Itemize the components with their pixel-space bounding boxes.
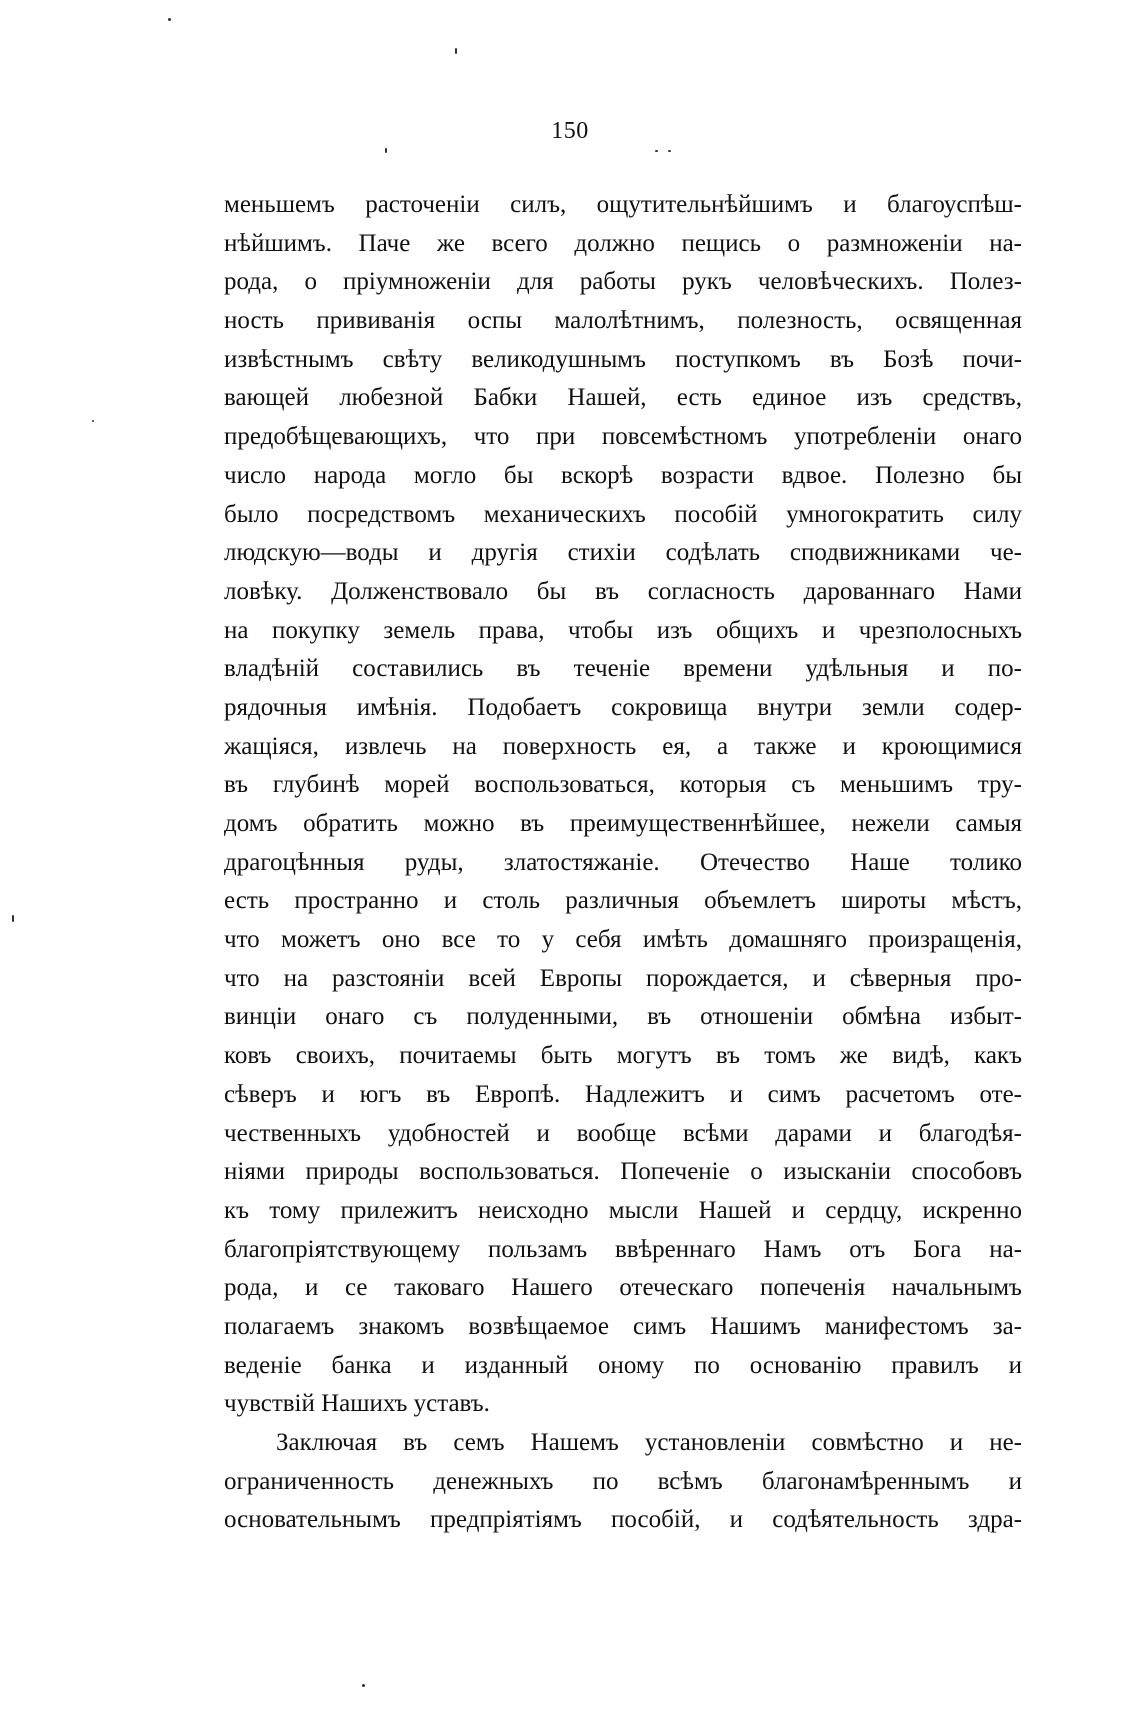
- scan-speck: [455, 48, 457, 54]
- text-line: нѣйшимъ. Паче же всего должно пещись о размноженіи на-: [224, 229, 1022, 257]
- text-line: къ тому прилежитъ неисходно мысли Нашей и сердцу, искренно: [224, 1196, 1022, 1224]
- text-line: что можетъ оно все то у себя имѣть домашняго произращенія,: [224, 926, 1022, 954]
- text-line: людскую—воды и другія стихіи содѣлать сподвижниками че-: [224, 539, 1022, 567]
- text-line: винціи онаго съ полуденными, въ отношеніи обмѣна избыт-: [224, 1003, 1022, 1031]
- text-line: ловѣку. Долженствовало бы въ согласность дарованнаго Нами: [224, 577, 1022, 605]
- scan-speck: [362, 1684, 365, 1687]
- text-line: драгоцѣнныя руды, златостяжаніе. Отечество Наше толико: [224, 848, 1022, 876]
- text-line: домъ обратить можно въ преимущественнѣйшее, нежели самыя: [224, 810, 1022, 837]
- text-line: благопріятствующему пользамъ ввѣреннаго Намъ отъ Бога на-: [224, 1235, 1022, 1263]
- text-line: ность прививанія оспы малолѣтнимъ, полезность, освященная: [224, 307, 1022, 335]
- text-line: жащіяся, извлечь на поверхность ея, а также и кроющимися: [224, 732, 1022, 760]
- scan-speck: [12, 915, 14, 922]
- text-line: на покупку земель права, чтобы изъ общихъ и чрезполосныхъ: [224, 616, 1022, 644]
- text-line: ніями природы воспользоваться. Попеченіе о изысканіи способовъ: [224, 1158, 1022, 1186]
- text-line: ковъ своихъ, почитаемы быть могутъ въ томъ же видѣ, какъ: [224, 1042, 1022, 1070]
- text-line: владѣній составились въ теченіе времени удѣльныя и по-: [224, 655, 1022, 683]
- text-line: было посредствомъ механическихъ пособій умногократить силу: [224, 500, 1022, 528]
- scan-speck: [668, 150, 671, 152]
- text-line: веденіе банка и изданный оному по основанію правилъ и: [224, 1351, 1022, 1379]
- scan-speck: [168, 18, 171, 21]
- scan-speck: [385, 148, 387, 153]
- text-line: основательнымъ предпріятіямъ пособій, и содѣятельность здра-: [224, 1506, 1022, 1534]
- text-line: полагаемъ знакомъ возвѣщаемое симъ Нашимъ манифестомъ за-: [224, 1312, 1022, 1340]
- text-line: чувствій Нашихъ уставъ.: [224, 1390, 490, 1418]
- text-line: въ глубинѣ морей воспользоваться, которыя съ меньшимъ тру-: [224, 771, 1022, 799]
- text-line: меньшемъ расточеніи силъ, ощутительнѣйшимъ и благоуспѣш-: [224, 191, 1022, 218]
- text-line: рода, о пріумноженіи для работы рукъ человѣческихъ. Полез-: [224, 268, 1022, 296]
- text-line: извѣстнымъ свѣту великодушнымъ поступкомъ въ Бозѣ почи-: [224, 345, 1022, 373]
- text-line: число народа могло бы вскорѣ возрасти вдвое. Полезно бы: [224, 461, 1022, 489]
- text-line: чественныхъ удобностей и вообще всѣми дарами и благодѣя-: [224, 1119, 1022, 1147]
- text-line: Заключая въ семъ Нашемъ установленіи совмѣстно и не-: [276, 1429, 1022, 1456]
- text-line: вающей любезной Бабки Нашей, есть единое изъ средствъ,: [224, 384, 1022, 412]
- scan-speck: [92, 420, 94, 422]
- text-line: сѣверъ и югъ въ Европѣ. Надлежитъ и симъ расчетомъ оте-: [224, 1080, 1022, 1108]
- text-line: рода, и се таковаго Нашего отеческаго попеченія начальнымъ: [224, 1274, 1022, 1302]
- text-line: что на разстояніи всей Европы порождается, и сѣверныя про-: [224, 964, 1022, 992]
- text-line: ограниченность денежныхъ по всѣмъ благонамѣреннымъ и: [224, 1467, 1022, 1495]
- text-line: есть пространно и столь различныя объемлетъ широты мѣстъ,: [224, 887, 1022, 915]
- text-line: рядочныя имѣнія. Подобаетъ сокровища внутри земли содер-: [224, 693, 1022, 721]
- scan-speck: [655, 150, 658, 152]
- text-line: предобѣщевающихъ, что при повсемѣстномъ употребленіи онаго: [224, 423, 1022, 451]
- page-number: 150: [551, 118, 589, 144]
- body-text: [224, 186, 1022, 1540]
